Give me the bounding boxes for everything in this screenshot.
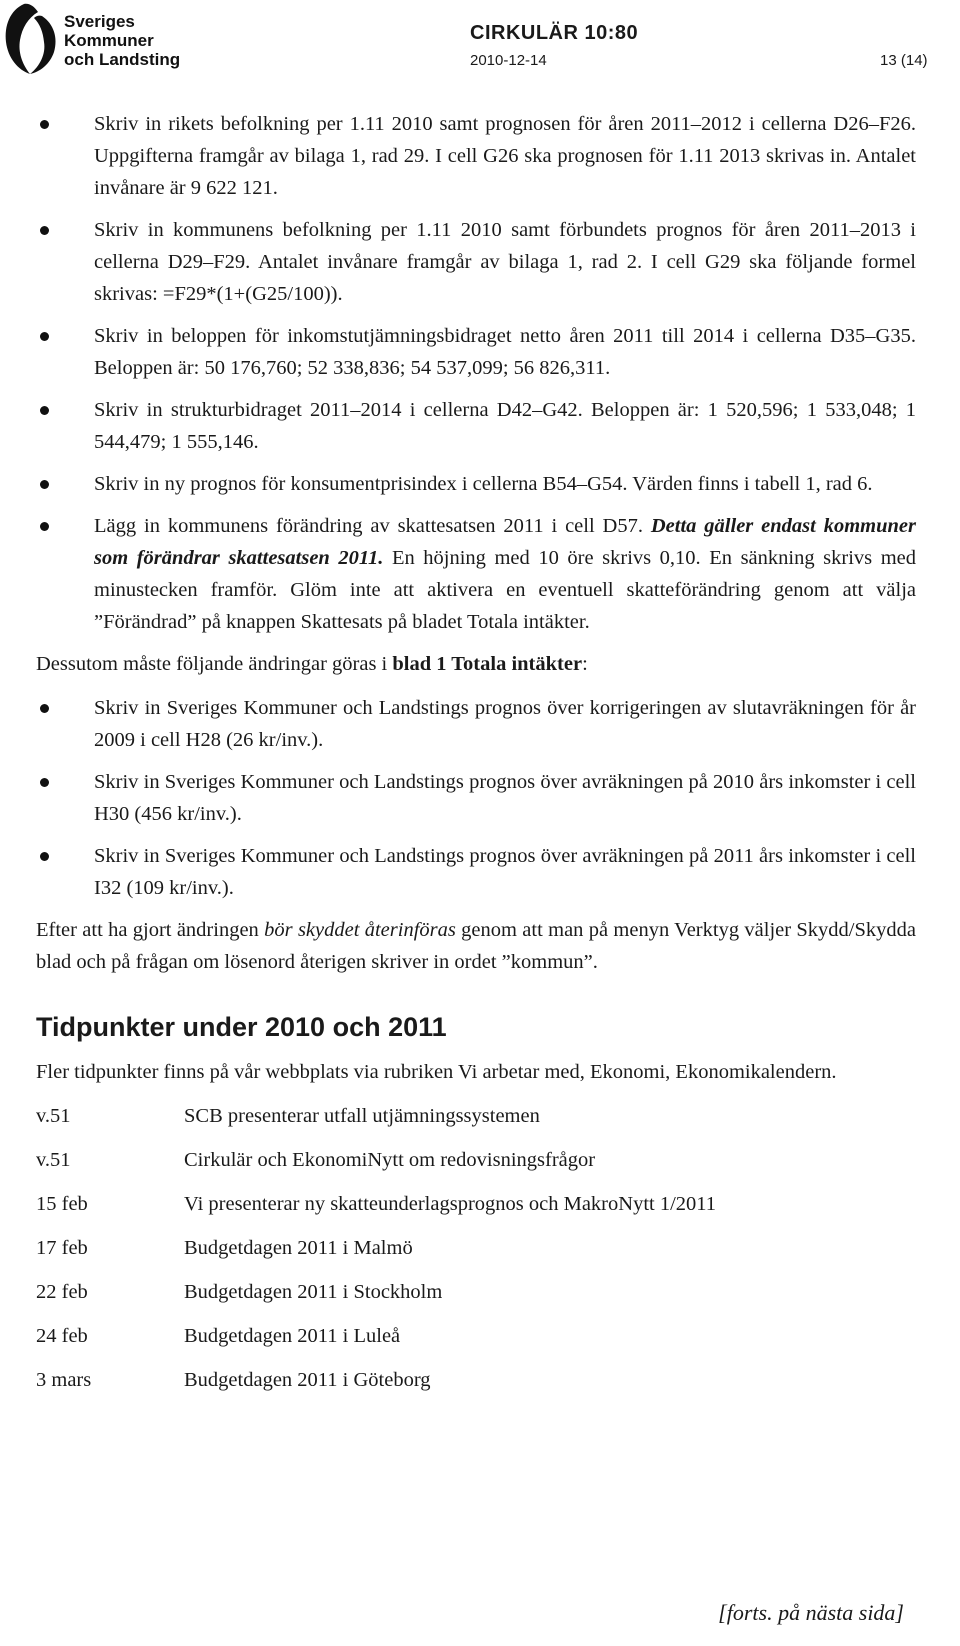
skl-emblem-icon	[2, 2, 62, 76]
logo-line-3: och Landsting	[64, 50, 181, 69]
paragraph	[36, 648, 916, 680]
bullet-icon	[40, 704, 49, 713]
section-title: Tidpunkter under 2010 och 2011	[36, 1012, 447, 1042]
circular-date: 2010-12-14	[470, 52, 547, 69]
list-item-text: Skriv in strukturbidraget 2011–2014 i cellerna D42–G42. Beloppen är: 1 520,596; 1 533,048; 1 544,479; 1 555,146.	[94, 399, 916, 453]
list-item-text: Skriv in beloppen för inkomstutjämningsbidraget netto åren 2011 till 2014 i cellerna D35–G35. Beloppen är: 50 176,760; 52 338,836; 54 537,099; 56 826,311.	[94, 325, 916, 379]
table-row	[36, 1144, 916, 1188]
list-item	[36, 840, 916, 904]
paragraph-text: :	[582, 653, 588, 675]
table-row	[36, 1232, 916, 1276]
list-item-text: Skriv in Sveriges Kommuner och Landstings prognos över avräkningen på 2010 års inkomster i cell H30 (456 kr/inv.).	[94, 771, 916, 825]
list-item	[36, 510, 916, 638]
page-header	[0, 0, 960, 80]
list-item	[36, 320, 916, 384]
event-cell: Cirkulär och EkonomiNytt om redovisningsfrågor	[184, 1149, 596, 1171]
list-item-text: Skriv in kommunens befolkning per 1.11 2010 samt förbundets prognos för åren 2011–2013 i cellerna D29–F29. Antalet invånare framgår av bilaga 1, rad 2. I cell G29 ska följande formel skrivas: =F29*(1+(G25/100)).	[94, 219, 916, 305]
event-cell: Vi presenterar ny skatteunderlagsprognos och MakroNytt 1/2011	[184, 1193, 717, 1215]
date-cell: 3 mars	[36, 1369, 92, 1391]
paragraph-text: genom att man på menyn Verktyg väljer Skydd/Skydda blad och på frågan om lösenord återigen skriver in ordet ”kommun”.	[36, 919, 916, 973]
bullet-icon	[40, 778, 49, 787]
list-item	[36, 692, 916, 756]
list-item	[36, 394, 916, 458]
circular-number: CIRKULÄR 10:80	[470, 22, 639, 44]
italic-text: bör skyddet återinföras	[264, 919, 456, 941]
logo-line-1: Sveriges	[64, 12, 135, 31]
document-body	[36, 108, 916, 1408]
date-cell: 17 feb	[36, 1237, 88, 1259]
event-cell: Budgetdagen 2011 i Stockholm	[184, 1281, 443, 1303]
date-cell: v.51	[36, 1149, 71, 1171]
list-item	[36, 214, 916, 310]
bold-text: blad 1 Totala intäkter	[392, 653, 583, 675]
emphasis-text: Detta gäller endast kommuner som förändrar skattesatsen 2011.	[94, 515, 916, 569]
list-item-text: Skriv in rikets befolkning per 1.11 2010 samt prognosen för åren 2011–2012 i cellerna D26–F26. Uppgifterna framgår av bilaga 1, rad 29. I cell G26 ska prognosen för 1.11 2013 skrivas in. Antalet invånare är 9 622 121.	[94, 113, 916, 199]
date-cell: 15 feb	[36, 1193, 88, 1215]
bullet-icon	[40, 406, 49, 415]
table-row	[36, 1188, 916, 1232]
paragraph-text: Efter att ha gjort ändringen	[36, 919, 265, 941]
instruction-list-2	[36, 692, 916, 904]
list-item	[36, 766, 916, 830]
bullet-icon	[40, 332, 49, 341]
instruction-list-1	[36, 108, 916, 638]
bullet-icon	[40, 120, 49, 129]
list-item-text: En höjning med 10 öre skrivs 0,10. En sänkning skrivs med minustecken framför. Glöm inte att aktivera en eventuell skatteförändring genom att välja ”Förändrad” på knappen Skattesats på bladet Totala intäkter.	[94, 547, 916, 633]
section-intro: Fler tidpunkter finns på vår webbplats via rubriken Vi arbetar med, Ekonomi, Ekonomikalendern.	[36, 1061, 837, 1083]
event-cell: Budgetdagen 2011 i Malmö	[184, 1237, 413, 1259]
event-cell: SCB presenterar utfall utjämningssystemen	[184, 1105, 540, 1127]
date-cell: 24 feb	[36, 1325, 88, 1347]
skl-logo	[2, 2, 202, 76]
table-row	[36, 1320, 916, 1364]
list-item-text: Lägg in kommunens förändring av skattesatsen 2011 i cell D57.	[94, 515, 651, 537]
list-item-text: Skriv in ny prognos för konsumentprisindex i cellerna B54–G54. Värden finns i tabell 1, rad 6.	[94, 473, 873, 495]
bullet-icon	[40, 852, 49, 861]
event-cell: Budgetdagen 2011 i Göteborg	[184, 1369, 431, 1391]
table-row	[36, 1364, 916, 1408]
list-item-text: Skriv in Sveriges Kommuner och Landstings prognos över avräkningen på 2011 års inkomster i cell I32 (109 kr/inv.).	[94, 845, 916, 899]
date-cell: v.51	[36, 1105, 71, 1127]
logo-line-2: Kommuner	[64, 31, 154, 50]
page-number: 13 (14)	[880, 52, 928, 69]
dates-table	[36, 1100, 916, 1408]
list-item	[36, 468, 916, 500]
bullet-icon	[40, 226, 49, 235]
event-cell: Budgetdagen 2011 i Luleå	[184, 1325, 401, 1347]
bullet-icon	[40, 522, 49, 531]
list-item-text: Skriv in Sveriges Kommuner och Landstings prognos över korrigeringen av slutavräkningen för år 2009 i cell H28 (26 kr/inv.).	[94, 697, 916, 751]
paragraph	[36, 914, 916, 978]
table-row	[36, 1276, 916, 1320]
continued-note: [forts. på nästa sida]	[718, 1600, 904, 1625]
table-row	[36, 1100, 916, 1144]
list-item	[36, 108, 916, 204]
date-cell: 22 feb	[36, 1281, 88, 1303]
paragraph-text: Dessutom måste följande ändringar göras i	[36, 653, 393, 675]
bullet-icon	[40, 480, 49, 489]
